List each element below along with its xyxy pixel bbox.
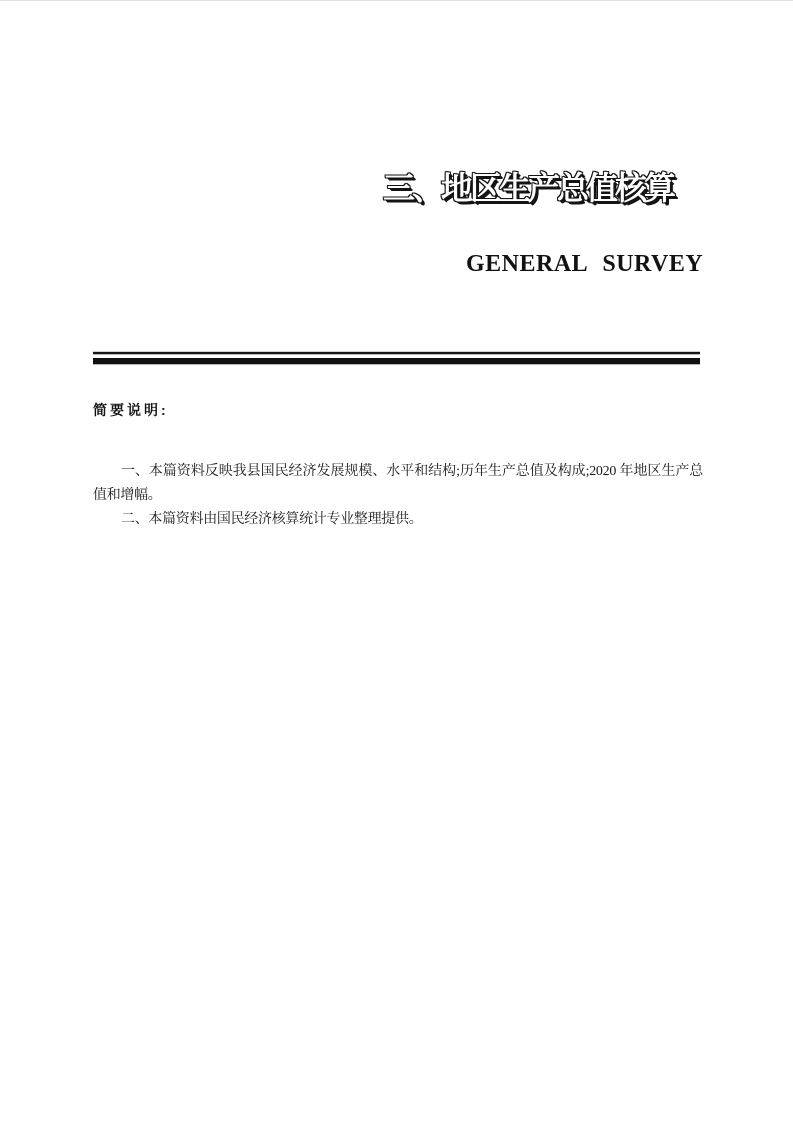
note-paragraph-1: 一、本篇资料反映我县国民经济发展规模、水平和结构;历年生产总值及构成;2020 年地区生产总值和增幅。 [93,464,703,503]
scan-edge-artifact [0,0,793,1]
brief-notes-heading: 简要说明: [93,402,169,418]
note-paragraph-2: 二、本篇资料由国民经济核算统计专业整理提供。 [121,512,423,527]
divider-thin-rule [93,352,700,354]
brief-notes-body [93,460,703,532]
chapter-title-english: GENERAL SURVEY [466,251,704,277]
chapter-title-chinese: 三、地区生产总值核算 [383,170,674,206]
divider-thick-rule [93,358,700,364]
